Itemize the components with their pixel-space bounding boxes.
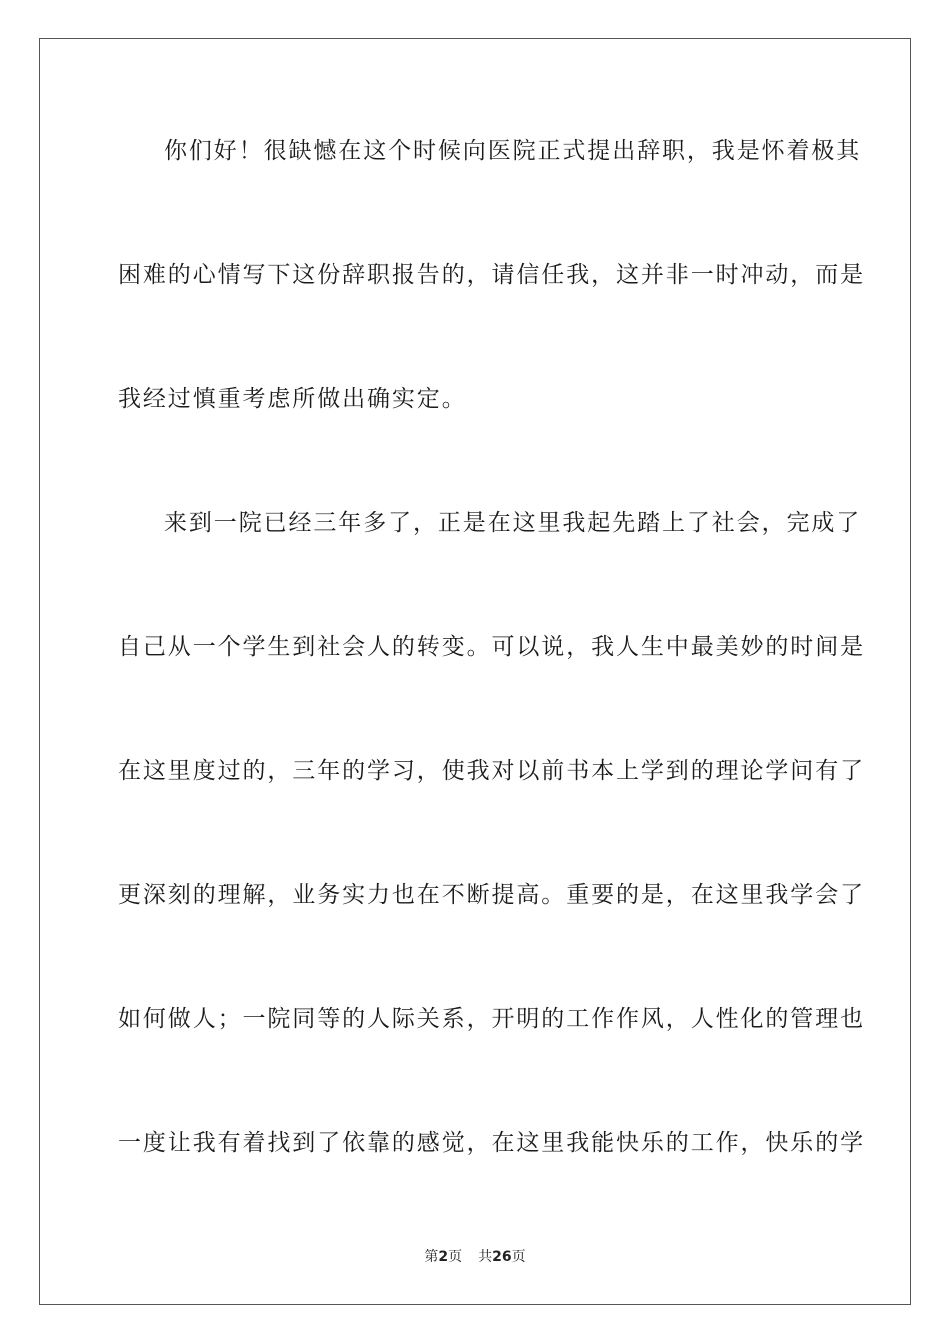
paragraph-line-6: 在这里度过的，三年的学习，使我对以前书本上学到的理论学问有了	[118, 758, 865, 784]
paragraph-line-8: 如何做人；一院同等的人际关系，开明的工作作风，人性化的管理也	[118, 1006, 865, 1032]
paragraph-line-4: 来到一院已经三年多了，正是在这里我起先踏上了社会，完成了	[164, 510, 862, 536]
paragraph-line-3: 我经过慎重考虑所做出确实定。	[118, 386, 467, 412]
paragraph-line-9: 一度让我有着找到了依靠的感觉，在这里我能快乐的工作，快乐的学	[118, 1130, 865, 1156]
paragraph-line-7: 更深刻的理解，业务实力也在不断提高。重要的是，在这里我学会了	[118, 882, 865, 908]
page-border	[39, 38, 911, 1305]
footer-page-number: 2	[438, 1249, 449, 1265]
paragraph-line-1: 你们好！很缺憾在这个时候向医院正式提出辞职，我是怀着极其	[164, 138, 862, 164]
footer-total-suffix: 页	[511, 1249, 526, 1265]
footer-total-prefix: 共	[478, 1249, 493, 1265]
paragraph-line-2: 困难的心情写下这份辞职报告的，请信任我，这并非一时冲动，而是	[118, 262, 865, 288]
paragraph-line-5: 自己从一个学生到社会人的转变。可以说，我人生中最美妙的时间是	[118, 634, 865, 660]
footer-page-suffix: 页	[448, 1249, 463, 1265]
page-footer	[0, 1248, 950, 1266]
footer-page-prefix: 第	[424, 1249, 439, 1265]
footer-total-pages: 26	[492, 1249, 512, 1265]
